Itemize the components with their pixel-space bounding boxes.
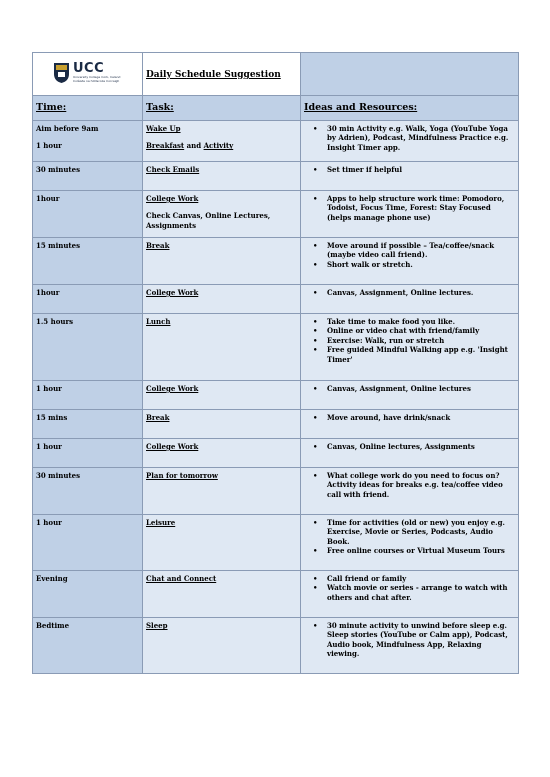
task-text: and [184, 141, 204, 151]
task-cell [143, 571, 301, 618]
ideas-cell [301, 162, 519, 191]
table-row [33, 191, 519, 238]
ucc-logo [53, 60, 123, 87]
list-item: • Free online courses or Virtual Museum Tours [304, 546, 515, 555]
task-cell [143, 618, 301, 674]
ideas-cell [301, 515, 519, 571]
time-cell: 15 mins [33, 410, 143, 439]
task-cell [143, 439, 301, 468]
list-item: • Canvas, Online lectures, Assignments [304, 442, 515, 451]
task-text: Lunch [146, 317, 171, 326]
time-cell: 1 hour [33, 381, 143, 410]
table-row [33, 285, 519, 314]
time-cell: 1hour [33, 285, 143, 314]
table-row [33, 238, 519, 285]
task-cell [143, 381, 301, 410]
time-cell: 1.5 hours [33, 314, 143, 381]
task-text: Sleep [146, 621, 168, 630]
time-cell: 15 minutes [33, 238, 143, 285]
task-cell [143, 285, 301, 314]
time-cell: 1 hour [33, 439, 143, 468]
ideas-cell [301, 238, 519, 285]
time-cell: 1hour [33, 191, 143, 238]
logo-subtitle: University College Cork, Ireland Coláiste na hOllscoile Corcaigh [73, 75, 121, 83]
task-cell [143, 162, 301, 191]
time-text: 1 hour [36, 141, 62, 151]
ideas-cell [301, 191, 519, 238]
table-row [33, 468, 519, 515]
list-item: • Online or video chat with friend/family [304, 326, 515, 335]
column-header-row [33, 96, 519, 121]
ideas-cell [301, 439, 519, 468]
task-cell [143, 468, 301, 515]
time-text: Aim before 9am [36, 124, 99, 133]
time-cell: 30 minutes [33, 468, 143, 515]
ideas-cell [301, 285, 519, 314]
task-cell [143, 191, 301, 238]
column-header-time: Time: [33, 96, 143, 121]
table-row [33, 381, 519, 410]
task-cell [143, 238, 301, 285]
list-item: • What college work do you need to focus on? Activity ideas for breaks e.g. tea/coffee video call with friend. [304, 471, 515, 499]
task-text: Activity [203, 141, 234, 151]
table-row [33, 439, 519, 468]
task-text: College Work [146, 442, 199, 451]
table-row [33, 162, 519, 191]
list-item: • Canvas, Assignment, Online lectures [304, 384, 515, 393]
list-item: • Move around if possible – Tea/coffee/snack (maybe video call friend). [304, 241, 515, 260]
ideas-cell [301, 618, 519, 674]
table-row [33, 410, 519, 439]
logo-cell [33, 53, 143, 96]
table-row [33, 314, 519, 381]
crest-icon [53, 62, 70, 84]
table-row [33, 121, 519, 162]
header-blank-cell [301, 53, 519, 96]
list-item: • Call friend or family [304, 574, 515, 583]
list-item: • Move around, have drink/snack [304, 413, 515, 422]
task-text: Breakfast [146, 141, 185, 151]
task-text: Leisure [146, 518, 176, 527]
list-item: • 30 minute activity to unwind before sleep e.g. Sleep stories (YouTube or Calm app), Podcast, Audio book, Mindfulness App, Relaxing viewing. [304, 621, 515, 659]
task-cell [143, 410, 301, 439]
table-row [33, 618, 519, 674]
task-cell [143, 314, 301, 381]
list-item: • Canvas, Assignment, Online lectures. [304, 288, 515, 297]
time-cell [33, 121, 143, 162]
time-cell: Bedtime [33, 618, 143, 674]
header-row [33, 53, 519, 96]
daily-schedule-table [32, 52, 519, 674]
ideas-cell [301, 381, 519, 410]
list-item: • Set timer if helpful [304, 165, 515, 174]
time-cell: Evening [33, 571, 143, 618]
task-text: Plan for tomorrow [146, 471, 218, 480]
title-cell [143, 53, 301, 96]
list-item: • Take time to make food you like. [304, 317, 515, 326]
time-cell: 30 minutes [33, 162, 143, 191]
page-title: Daily Schedule Suggestion [146, 70, 281, 80]
task-cell [143, 121, 301, 162]
list-item: • Watch movie or series - arrange to watch with others and chat after. [304, 583, 515, 602]
time-cell: 1 hour [33, 515, 143, 571]
list-item: • Apps to help structure work time: Pomodoro, Todoist, Focus Time, Forest: Stay Focused (helps manage phone use) [304, 194, 515, 222]
ideas-cell [301, 571, 519, 618]
ideas-cell [301, 314, 519, 381]
task-text: Chat and Connect [146, 574, 217, 583]
column-header-ideas: Ideas and Resources: [301, 96, 519, 121]
task-text: College Work [146, 384, 199, 393]
task-text: College Work [146, 288, 199, 297]
list-item: • Time for activities (old or new) you enjoy e.g. Exercise, Movie or Series, Podcasts, Audio Book. [304, 518, 515, 546]
ideas-cell [301, 410, 519, 439]
list-item: • 30 min Activity e.g. Walk, Yoga (YouTube Yoga by Adrien), Podcast, Mindfulness Practice e.g. Insight Timer app. [304, 124, 515, 152]
task-text: Wake Up [146, 124, 181, 133]
ideas-cell [301, 121, 519, 162]
task-text: Break [146, 241, 170, 250]
task-note: Check Canvas, Online Lectures, Assignments [146, 211, 271, 230]
task-text: Check Emails [146, 165, 200, 174]
ideas-cell [301, 468, 519, 515]
table-row [33, 571, 519, 618]
list-item: • Exercise: Walk, run or stretch [304, 336, 515, 345]
task-text: College Work [146, 194, 199, 203]
column-header-task: Task: [143, 96, 301, 121]
task-cell [143, 515, 301, 571]
table-row [33, 515, 519, 571]
list-item: • Short walk or stretch. [304, 260, 515, 269]
list-item: • Free guided Mindful Walking app e.g. 'Insight Timer' [304, 345, 515, 364]
task-text: Break [146, 413, 170, 422]
logo-text: UCC [73, 61, 105, 76]
